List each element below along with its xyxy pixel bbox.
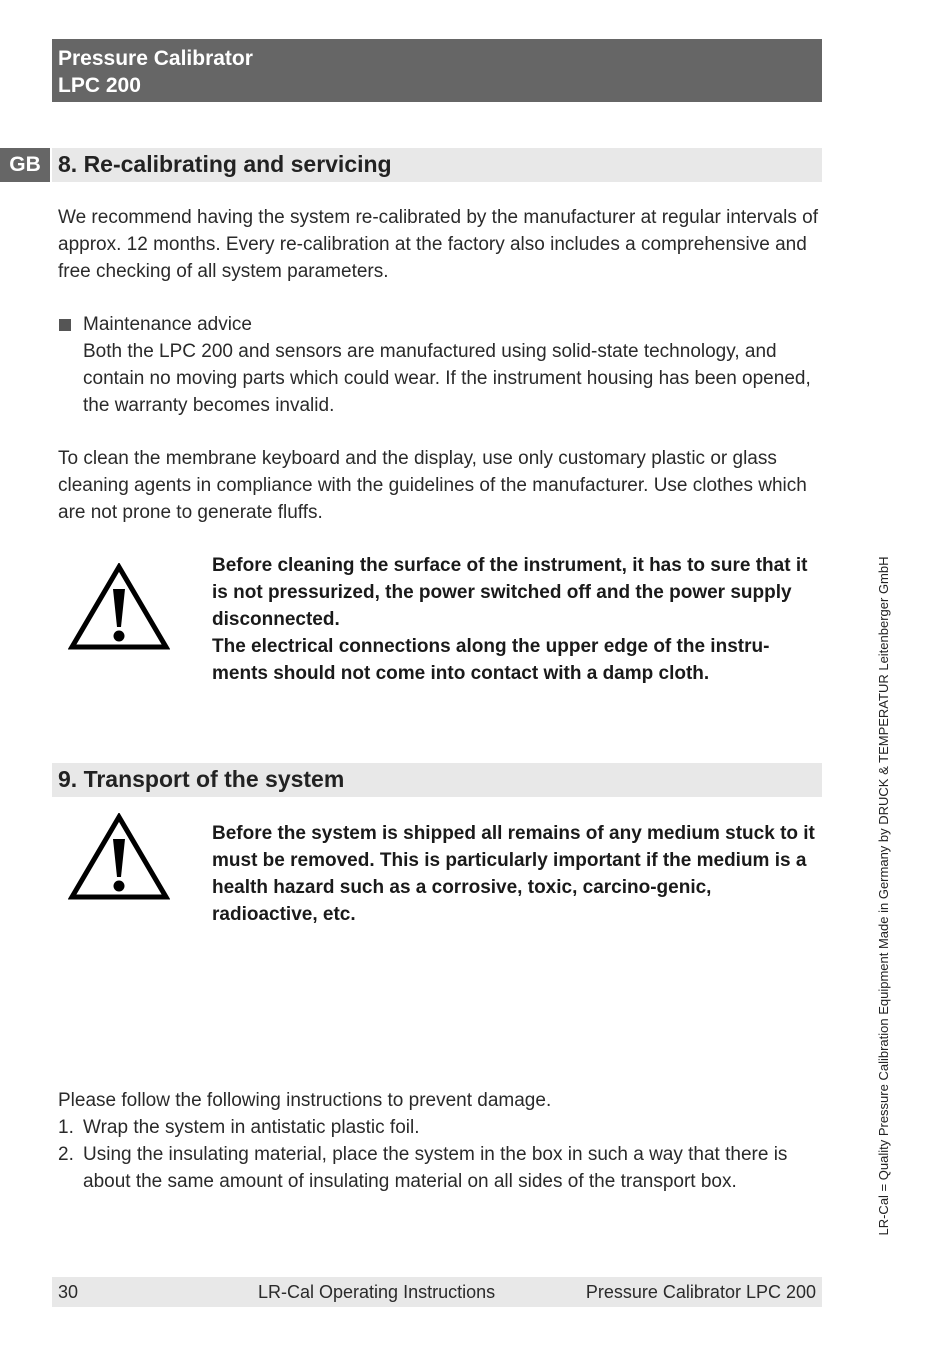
footer-document-title: LR-Cal Operating Instructions xyxy=(258,1282,496,1302)
section-9-title: 9. Transport of the system xyxy=(52,763,822,797)
instructions-intro: Please follow the following instructions to prevent damage. xyxy=(58,1090,552,1111)
list-item-number: 1. xyxy=(58,1117,74,1138)
cleaning-warning-text-1: Before cleaning the surface of the instrument, it has to sure that it is not pressurized, the power switched off and the power supply disconnected. xyxy=(212,555,808,630)
list-item-text: Using the insulating material, place the system in the box in such a way that there is about the same amount of insulating material on all sides of the transport box. xyxy=(83,1144,788,1192)
header-title: Pressure Calibrator xyxy=(58,47,253,70)
page-footer xyxy=(52,1277,822,1307)
cleaning-paragraph: To clean the membrane keyboard and the display, use only customary plastic or glass cleaning agents in compliance with the guidelines of the manufacturer. Use clothes which are not prone to generate fluffs. xyxy=(58,448,807,523)
maintenance-advice xyxy=(83,311,823,419)
page-number: 30 xyxy=(58,1282,79,1302)
cleaning-warning-text-2: The electrical connections along the upper edge of the instru-ments should not come into contact with a damp cloth. xyxy=(212,636,770,684)
transport-warning: Before the system is shipped all remains of any medium stuck to it must be removed. This is particularly important if the medium is a health hazard such as a corrosive, toxic, carcino-genic, radioactive, etc. xyxy=(212,823,815,925)
footer-product-name: Pressure Calibrator LPC 200 xyxy=(585,1282,816,1302)
list-item xyxy=(58,1141,826,1195)
list-item-number: 2. xyxy=(58,1144,74,1165)
warning-triangle-icon xyxy=(68,563,170,651)
maintenance-advice-text: Both the LPC 200 and sensors are manufactured using solid-state technology, and contain no moving parts which could wear. If the instrument housing has been opened, the warranty becomes invalid. xyxy=(83,341,811,416)
section-8-title: 8. Re-calibrating and servicing xyxy=(52,148,822,182)
recalibration-paragraph: We recommend having the system re-calibrated by the manufacturer at regular intervals of approx. 12 months. Every re-calibration at the factory also includes a comprehensive and free checking of all system parameters. xyxy=(58,207,818,282)
document-header xyxy=(52,39,822,102)
square-bullet-icon xyxy=(59,319,71,331)
warning-triangle-icon xyxy=(68,813,170,901)
header-model: LPC 200 xyxy=(58,74,141,97)
maintenance-advice-title: Maintenance advice xyxy=(83,314,252,335)
list-item xyxy=(58,1114,826,1141)
language-tab: GB xyxy=(0,148,50,182)
transport-steps-list xyxy=(58,1114,826,1195)
side-copyright-text: LR-Cal = Quality Pressure Calibration Equipment Made in Germany by DRUCK & TEMPERATUR Leitenberger GmbH xyxy=(876,556,891,1236)
cleaning-warning xyxy=(212,552,820,687)
list-item-text: Wrap the system in antistatic plastic foil. xyxy=(83,1117,420,1138)
